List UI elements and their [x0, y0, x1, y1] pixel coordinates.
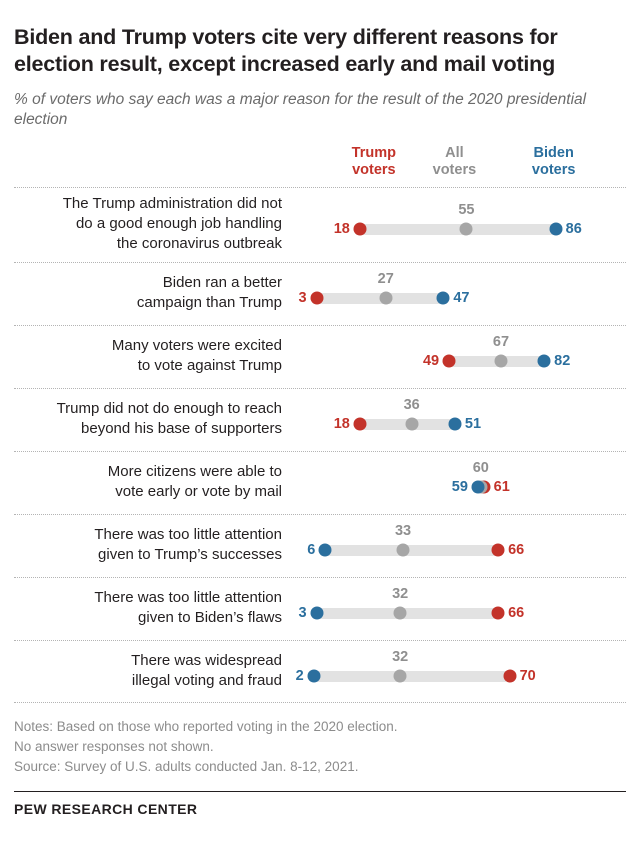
legend-item-all [433, 145, 477, 180]
row-label-line: Biden ran a better [162, 274, 282, 292]
row-label-line: Many voters were excited [111, 337, 282, 355]
page-subtitle: % of voters who say each was a major reason for the result of the 2020 presidential election [14, 90, 587, 129]
value-label-trump: 3 [298, 290, 307, 307]
table-row [14, 262, 626, 325]
legend-label-line2: voters [531, 162, 576, 179]
row-label-line: do a good enough job handling [75, 215, 282, 233]
row-label [14, 336, 282, 376]
value-label-trump: 70 [519, 668, 536, 685]
value-label-trump: 49 [422, 353, 440, 370]
row-label-line: to vote against Trump [137, 357, 282, 375]
value-label-all: 33 [394, 523, 412, 540]
table-row [14, 388, 626, 451]
range-track [317, 608, 498, 619]
row-label-line: More citizens were able to [107, 463, 282, 481]
dot-biden [437, 292, 450, 305]
value-label-biden: 86 [565, 221, 582, 238]
value-label-biden: 3 [298, 605, 307, 622]
table-row [14, 187, 626, 262]
row-label [14, 651, 282, 691]
note-line: No answer responses not shown. [14, 738, 214, 754]
dot-trump [353, 223, 366, 236]
row-label [14, 399, 282, 439]
row-label-line: campaign than Trump [136, 294, 282, 312]
chart-rows [14, 187, 626, 703]
value-label-biden: 82 [554, 353, 571, 370]
row-plot [290, 263, 626, 325]
value-label-all: 67 [492, 334, 510, 351]
legend-item-biden [532, 145, 576, 180]
value-label-all: 36 [403, 397, 420, 414]
row-label-line: There was too little attention [94, 526, 282, 544]
dot-trump [443, 355, 456, 368]
table-row [14, 451, 626, 514]
row-plot [290, 641, 626, 702]
dot-biden [307, 670, 320, 683]
dot-all [379, 292, 392, 305]
value-label-all: 32 [392, 586, 409, 603]
chart-legend [14, 145, 626, 185]
row-plot [290, 188, 626, 262]
value-label-all: 32 [392, 649, 409, 666]
value-label-trump: 61 [493, 479, 510, 496]
dot-all [397, 544, 410, 557]
dot-all [394, 670, 407, 683]
range-track [325, 545, 498, 556]
dot-all [494, 355, 507, 368]
table-row [14, 514, 626, 577]
row-label [14, 525, 282, 565]
dot-all [460, 223, 473, 236]
value-label-all: 27 [377, 271, 394, 288]
row-label-line: given to Trump’s successes [98, 546, 282, 564]
value-label-all: 55 [458, 202, 475, 219]
row-plot [290, 326, 626, 388]
row-plot [290, 389, 626, 451]
chart-notes [14, 717, 626, 778]
row-label-line: There was widespread [131, 652, 282, 670]
row-label-line: Trump did not do enough to reach [56, 400, 282, 418]
row-plot [290, 452, 626, 514]
dot-all [405, 418, 418, 431]
dot-trump [353, 418, 366, 431]
legend-label-line1: Biden [533, 144, 574, 161]
row-label-line: The Trump administration did not [62, 195, 282, 213]
page-title: Biden and Trump voters cite very different reasons for election result, except increased early and mail voting [14, 25, 558, 76]
row-plot [290, 578, 626, 640]
value-label-all: 60 [472, 460, 489, 477]
row-label [14, 194, 282, 254]
dot-biden [310, 607, 323, 620]
dot-trump [492, 544, 505, 557]
row-label-line: the coronavirus outbreak [116, 235, 282, 253]
dot-trump [492, 607, 505, 620]
dot-biden [319, 544, 332, 557]
row-label [14, 273, 282, 313]
table-row [14, 325, 626, 388]
dot-biden [549, 223, 562, 236]
footer-divider [14, 791, 626, 792]
value-label-biden: 59 [451, 479, 468, 496]
row-plot [290, 515, 626, 577]
value-label-trump: 66 [508, 605, 525, 622]
row-label-line: illegal voting and fraud [131, 672, 282, 690]
value-label-trump: 18 [333, 221, 350, 238]
value-label-trump: 66 [508, 542, 525, 559]
table-row [14, 640, 626, 703]
legend-label-line2: voters [432, 162, 477, 179]
legend-label-line1: All [445, 144, 464, 161]
table-row [14, 577, 626, 640]
note-line: Source: Survey of U.S. adults conducted Jan. 8-12, 2021. [14, 759, 359, 775]
value-label-biden: 6 [307, 542, 316, 559]
row-label-line: given to Biden’s flaws [138, 609, 282, 627]
value-label-biden: 51 [464, 416, 482, 433]
dot-all [394, 607, 407, 620]
legend-label-line1: Trump [351, 144, 396, 161]
range-track [314, 671, 510, 682]
row-label [14, 462, 282, 502]
legend-label-line2: voters [352, 162, 396, 179]
dot-trump [503, 670, 516, 683]
range-track [360, 224, 556, 235]
dot-biden [448, 418, 461, 431]
value-label-biden: 2 [295, 668, 304, 685]
row-label-line: beyond his base of supporters [81, 420, 282, 438]
dot-trump [310, 292, 323, 305]
dot-biden [538, 355, 551, 368]
row-label-line: There was too little attention [94, 589, 282, 607]
brand-label: PEW RESEARCH CENTER [14, 801, 198, 818]
row-label-line: vote early or vote by mail [115, 483, 282, 501]
legend-item-trump [352, 145, 396, 180]
value-label-trump: 18 [333, 416, 350, 433]
row-label [14, 588, 282, 628]
dot-biden [471, 481, 484, 494]
value-label-biden: 47 [453, 290, 470, 307]
note-line: Notes: Based on those who reported voting in the 2020 election. [14, 718, 398, 734]
